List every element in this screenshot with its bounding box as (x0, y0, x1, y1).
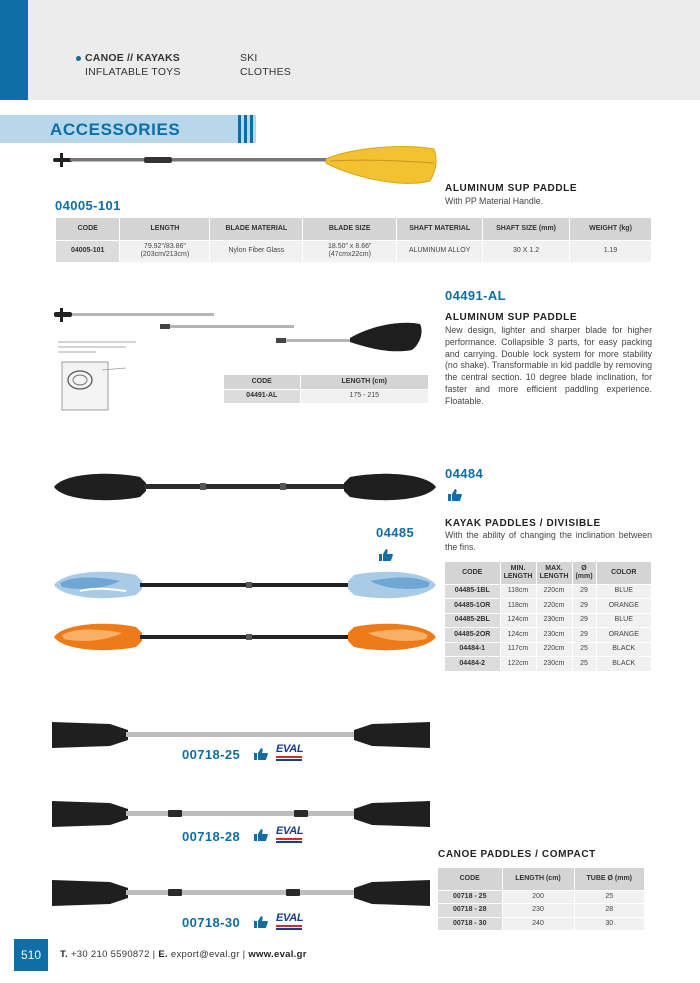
table-cell: 220cm (536, 584, 572, 599)
canoe-paddle-image-25 (50, 718, 432, 752)
canoe-paddle-image-30 (50, 876, 432, 910)
col-header: COLOR (596, 562, 652, 584)
col-header: WEIGHT (kg) (570, 218, 652, 240)
product-title-kayak-paddles: KAYAK PADDLES / DIVISIBLE (445, 518, 601, 529)
product-code-04005-101: 04005-101 (55, 198, 121, 213)
table-cell: 200 (502, 890, 574, 904)
col-header: BLADE MATERIAL (210, 218, 303, 240)
table-row (445, 584, 652, 599)
table-cell: 230cm (536, 657, 572, 672)
product-code-00718-28: 00718-28 (182, 829, 241, 844)
table-cell: BLACK (596, 657, 652, 672)
table-row (445, 613, 652, 628)
table-cell: 124cm (500, 628, 536, 643)
table-cell: 230cm (536, 613, 572, 628)
lock-system-detail-image (56, 338, 148, 416)
table-cell: 29 (572, 613, 596, 628)
table-cell: 04005-101 (56, 240, 120, 262)
eval-logo (276, 825, 304, 845)
col-header: LENGTH (cm) (300, 375, 429, 389)
col-header: LENGTH (cm) (502, 868, 574, 890)
spec-table-04491-al (224, 375, 429, 404)
product-code-04485: 04485 (376, 525, 415, 540)
eval-logo-text: EVAL (276, 743, 304, 755)
phone-label: T. (60, 949, 68, 960)
nav-link-ski[interactable]: SKI (240, 52, 258, 64)
table-cell: 220cm (536, 599, 572, 614)
nav-link-clothes[interactable]: CLOTHES (240, 66, 291, 78)
table-cell: 04491-AL (224, 389, 300, 403)
kayak-paddle-orange-image (50, 617, 440, 657)
sup-paddle-image (48, 145, 438, 195)
product-title-sup-paddle-2: ALUMINUM SUP PADDLE (445, 312, 578, 323)
table-cell: 230 (502, 904, 574, 918)
thumbs-up-icon (254, 829, 268, 841)
table-cell: 00718 - 28 (438, 904, 502, 918)
table-cell: 118cm (500, 599, 536, 614)
cell-line: 79.92"/83.86" (143, 243, 186, 250)
product-description: With the ability of changing the inclination between the fins. (445, 530, 652, 552)
col-header: CODE (438, 868, 502, 890)
table-cell: 230cm (536, 628, 572, 643)
table-cell: 30 (574, 917, 645, 931)
spec-table-04005-101 (56, 218, 652, 263)
col-header: CODE (445, 562, 500, 584)
col-header: Ø (mm) (572, 562, 596, 584)
col-header: LENGTH (120, 218, 210, 240)
product-title-canoe-paddles: CANOE PADDLES / COMPACT (438, 849, 596, 860)
phone-link[interactable]: +30 210 5590872 (70, 949, 150, 960)
col-header: SHAFT MATERIAL (397, 218, 483, 240)
table-cell: 04485-2OR (445, 628, 500, 643)
col-header: MAX. LENGTH (536, 562, 572, 584)
table-cell: ALUMINUM ALLOY (397, 240, 483, 262)
product-code-04484: 04484 (445, 466, 484, 481)
table-row (445, 599, 652, 614)
nav-link-canoe-kayaks[interactable]: CANOE // KAYAKS (85, 52, 180, 64)
footer-contact: T. +30 210 5590872 | E. export@eval.gr | www.eval.gr (60, 949, 307, 960)
table-cell: 29 (572, 628, 596, 643)
col-header: TUBE Ø (mm) (574, 868, 645, 890)
table-cell: ORANGE (596, 628, 652, 643)
eval-logo (276, 743, 304, 763)
page-number: 510 (14, 939, 48, 971)
table-row (445, 642, 652, 657)
table-cell: Nylon Fiber Glass (210, 240, 303, 262)
thumbs-up-icon (379, 549, 393, 561)
banner-stripes (238, 115, 258, 143)
active-bullet-icon (76, 56, 81, 61)
product-title-sup-paddle: ALUMINUM SUP PADDLE (445, 183, 578, 194)
table-cell: 25 (572, 642, 596, 657)
table-row (438, 904, 645, 918)
table-row (445, 628, 652, 643)
table-cell: BLUE (596, 584, 652, 599)
spec-table-kayak-paddles (445, 562, 652, 672)
kayak-paddle-black-image (50, 465, 440, 511)
product-subtitle: With PP Material Handle. (445, 196, 544, 206)
eval-logo (276, 912, 304, 932)
cell-line: 18.50" x 8.66" (327, 243, 372, 250)
table-cell: 04485-2BL (445, 613, 500, 628)
product-code-04491-al: 04491-AL (445, 288, 507, 303)
table-cell: 122cm (500, 657, 536, 672)
email-link[interactable]: export@eval.gr (170, 949, 240, 960)
table-cell: 220cm (536, 642, 572, 657)
spec-table-canoe-paddles (438, 868, 645, 931)
table-cell: 29 (572, 584, 596, 599)
table-cell: 124cm (500, 613, 536, 628)
col-header: MIN. LENGTH (500, 562, 536, 584)
table-cell: 04484-2 (445, 657, 500, 672)
table-cell: 1.19 (570, 240, 652, 262)
table-cell: BLUE (596, 613, 652, 628)
product-code-00718-30: 00718-30 (182, 915, 241, 930)
table-cell: 175 - 215 (300, 389, 429, 403)
cell-line: (47cmx22cm) (328, 251, 371, 258)
col-header: SHAFT SIZE (mm) (483, 218, 570, 240)
table-row (438, 890, 645, 904)
section-title: ACCESSORIES (50, 120, 181, 139)
header-accent-strip (0, 0, 28, 100)
col-header: CODE (56, 218, 120, 240)
table-cell (120, 240, 210, 262)
table-cell: 04485-1OR (445, 599, 500, 614)
thumbs-up-icon (254, 748, 268, 760)
col-header: CODE (224, 375, 300, 389)
table-cell: BLACK (596, 642, 652, 657)
table-cell (303, 240, 397, 262)
table-cell: 29 (572, 599, 596, 614)
nav-link-inflatable-toys[interactable]: INFLATABLE TOYS (85, 66, 181, 78)
table-cell: 118cm (500, 584, 536, 599)
table-cell: 00718 - 25 (438, 890, 502, 904)
table-cell: 04485-1BL (445, 584, 500, 599)
table-cell: 30 X 1.2 (483, 240, 570, 262)
product-description: New design, lighter and sharper blade for higher performance. Collapsible 3 parts, for easy packing and carrying. Double lock system for more stability (no shake). Transformable in kid paddle by removing the central section. 10 degree blade inclination, for faster and more efficient paddling experience. Floatable. (445, 325, 652, 406)
thumbs-up-icon (254, 916, 268, 928)
kayak-paddle-blue-image (50, 565, 440, 605)
product-code-00718-25: 00718-25 (182, 747, 241, 762)
cell-line: (203cm/213cm) (140, 251, 190, 258)
email-label: E. (158, 949, 168, 960)
table-cell: ORANGE (596, 599, 652, 614)
table-cell: 28 (574, 904, 645, 918)
table-cell: 00718 - 30 (438, 917, 502, 931)
table-cell: 25 (574, 890, 645, 904)
canoe-paddle-image-28 (50, 797, 432, 831)
eval-logo-text: EVAL (276, 912, 304, 924)
table-row (445, 657, 652, 672)
table-cell: 04484-1 (445, 642, 500, 657)
header-bar (0, 0, 700, 100)
table-row (438, 917, 645, 931)
thumbs-up-icon (448, 489, 462, 501)
col-header: BLADE SIZE (303, 218, 397, 240)
table-cell: 240 (502, 917, 574, 931)
eval-logo-text: EVAL (276, 825, 304, 837)
table-cell: 117cm (500, 642, 536, 657)
website-link[interactable]: www.eval.gr (248, 949, 307, 960)
table-cell: 25 (572, 657, 596, 672)
